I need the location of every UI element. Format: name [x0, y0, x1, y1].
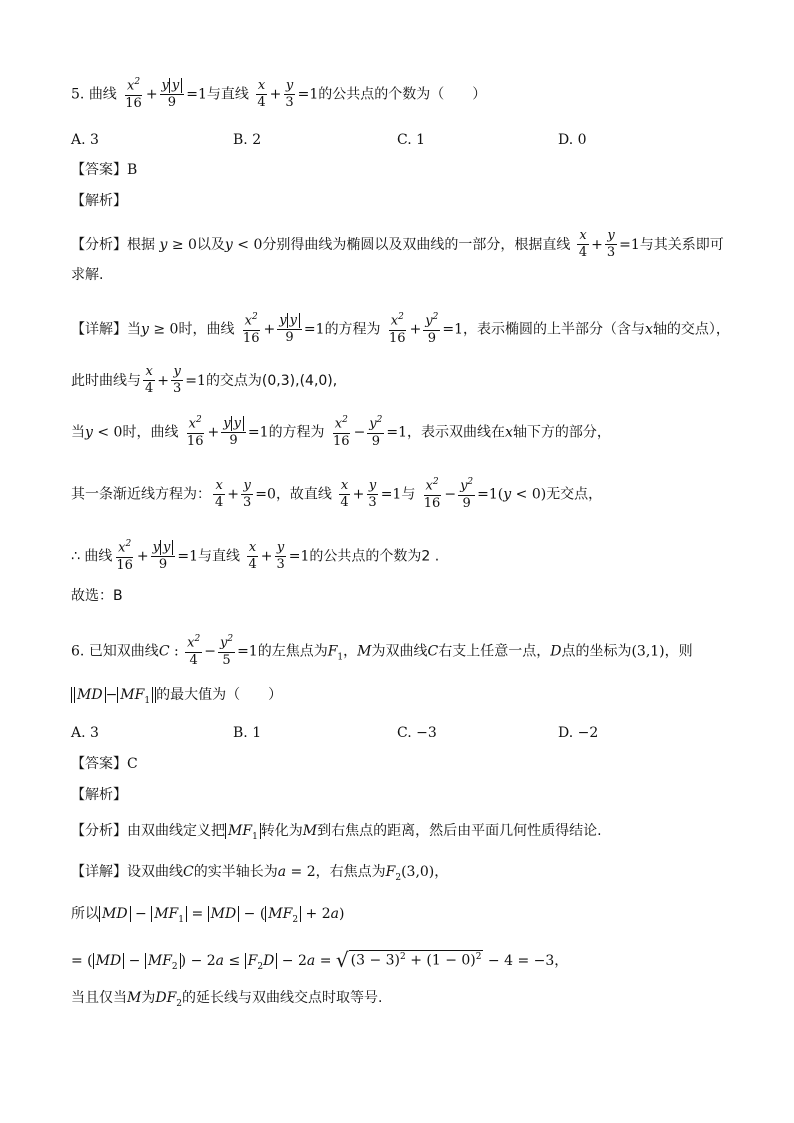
q6-answer: 【答案】C	[71, 756, 138, 772]
q6-detail-4: 当且仅当M为$DF_2$的延长线与双曲线交点时取等号.	[71, 990, 383, 1009]
q5-option-b: B. 2	[233, 132, 262, 148]
q5-fenxi-line2: 求解.	[71, 267, 104, 283]
q5-option-d: D. 0	[558, 132, 587, 148]
q6-stem-line2: MD − $MF_1$ 的最大值为（ ）	[71, 688, 282, 706]
q5-detail-5: ∴ 曲线 $\frac{x^2}{16}$ + $\frac{\text{y y}}{9}$ =1与直线 $\frac{x}{4}$ + $\frac{y}{3}$ =1的公共点的个数为2 .	[71, 539, 440, 573]
q6-analysis-heading: 【解析】	[71, 787, 127, 803]
q5-option-c: C. 1	[397, 132, 426, 148]
q6-detail-2: 所以 MD − $MF_1$ = MD − ( $MF_2 + 2a$)	[71, 906, 345, 925]
q6-detail-3: = ( MD − $MF_2$ ) − $2a \le F_2D - 2a$ = √ $(3 - 3)^2 + (1 - 0)^2 - 4 = -3$，	[71, 948, 569, 972]
q5-detail-2: 此时曲线与 $\frac{x}{4}$ + $\frac{y}{3}$ =1的交点为(0,3),(4,0),	[71, 364, 338, 397]
q5-detail-1: 【详解】当y ≥ 0时，曲线 $\frac{x^2}{16}$ + $\frac{\text{y y}}{9}$ =1的方程为 $\frac{x^2}{16}$ + $\frac{y^2}{9}$ =1，表示椭圆的上半部分（含与x轴的交点），	[71, 312, 730, 346]
q6-stem: 6. 已知双曲线C : $\frac{x^2}{4}$ − $\frac{y^2}{5}$ =1的左焦点为$F_1$，M为双曲线C右支上任意一点，D点的坐标为(3,1)，则	[71, 634, 693, 668]
q5-fenxi: 【分析】根据 y ≥ 0以及y < 0分别得曲线为椭圆以及双曲线的一部分，根据直线 $\frac{x}{4}$ + $\frac{y}{3}$ =1与其关系即可	[71, 228, 724, 261]
q5-analysis-heading: 【解析】	[71, 193, 127, 209]
q6-option-d: D. −2	[558, 725, 599, 741]
q6-detail-1: 【详解】设双曲线C的实半轴长为a = 2，右焦点为$F_2(3,0)$，	[71, 864, 449, 883]
q5-detail-3: 当y < 0时，曲线 $\frac{x^2}{16}$ + $\frac{\text{y y}}{9}$ =1的方程为 $\frac{x^2}{16}$ − $\frac{y^2}{9}$ =1，表示双曲线在x轴下方的部分，	[71, 415, 611, 449]
q6-option-c: C. −3	[397, 725, 437, 741]
q5-answer: 【答案】B	[71, 162, 138, 178]
q5-choice: 故选：B	[71, 588, 123, 604]
q6-fenxi: 【分析】由双曲线定义把 $MF_1$ 转化为M到右焦点的距离，然后由平面几何性质得结论.	[71, 823, 602, 842]
q6-option-b: B. 1	[233, 725, 262, 741]
q6-option-a: A. 3	[71, 725, 99, 741]
q5-stem: 5. 曲线 $\frac{x^2}{16}$ + $\frac{\text{y y}}{9}$ =1与直线 $\frac{x}{4}$ + $\frac{y}{3}$ =1的公共点的个数为（ ）	[71, 77, 487, 111]
q5-detail-4: 其一条渐近线方程为： $\frac{x}{4}$ + $\frac{y}{3}$ =0，故直线 $\frac{x}{4}$ + $\frac{y}{3}$ =1与 $\frac{x^2}{16}$ − $\frac{y^2}{9}$ =1(y < 0)无交点，	[71, 477, 603, 511]
q5-option-a: A. 3	[71, 132, 99, 148]
